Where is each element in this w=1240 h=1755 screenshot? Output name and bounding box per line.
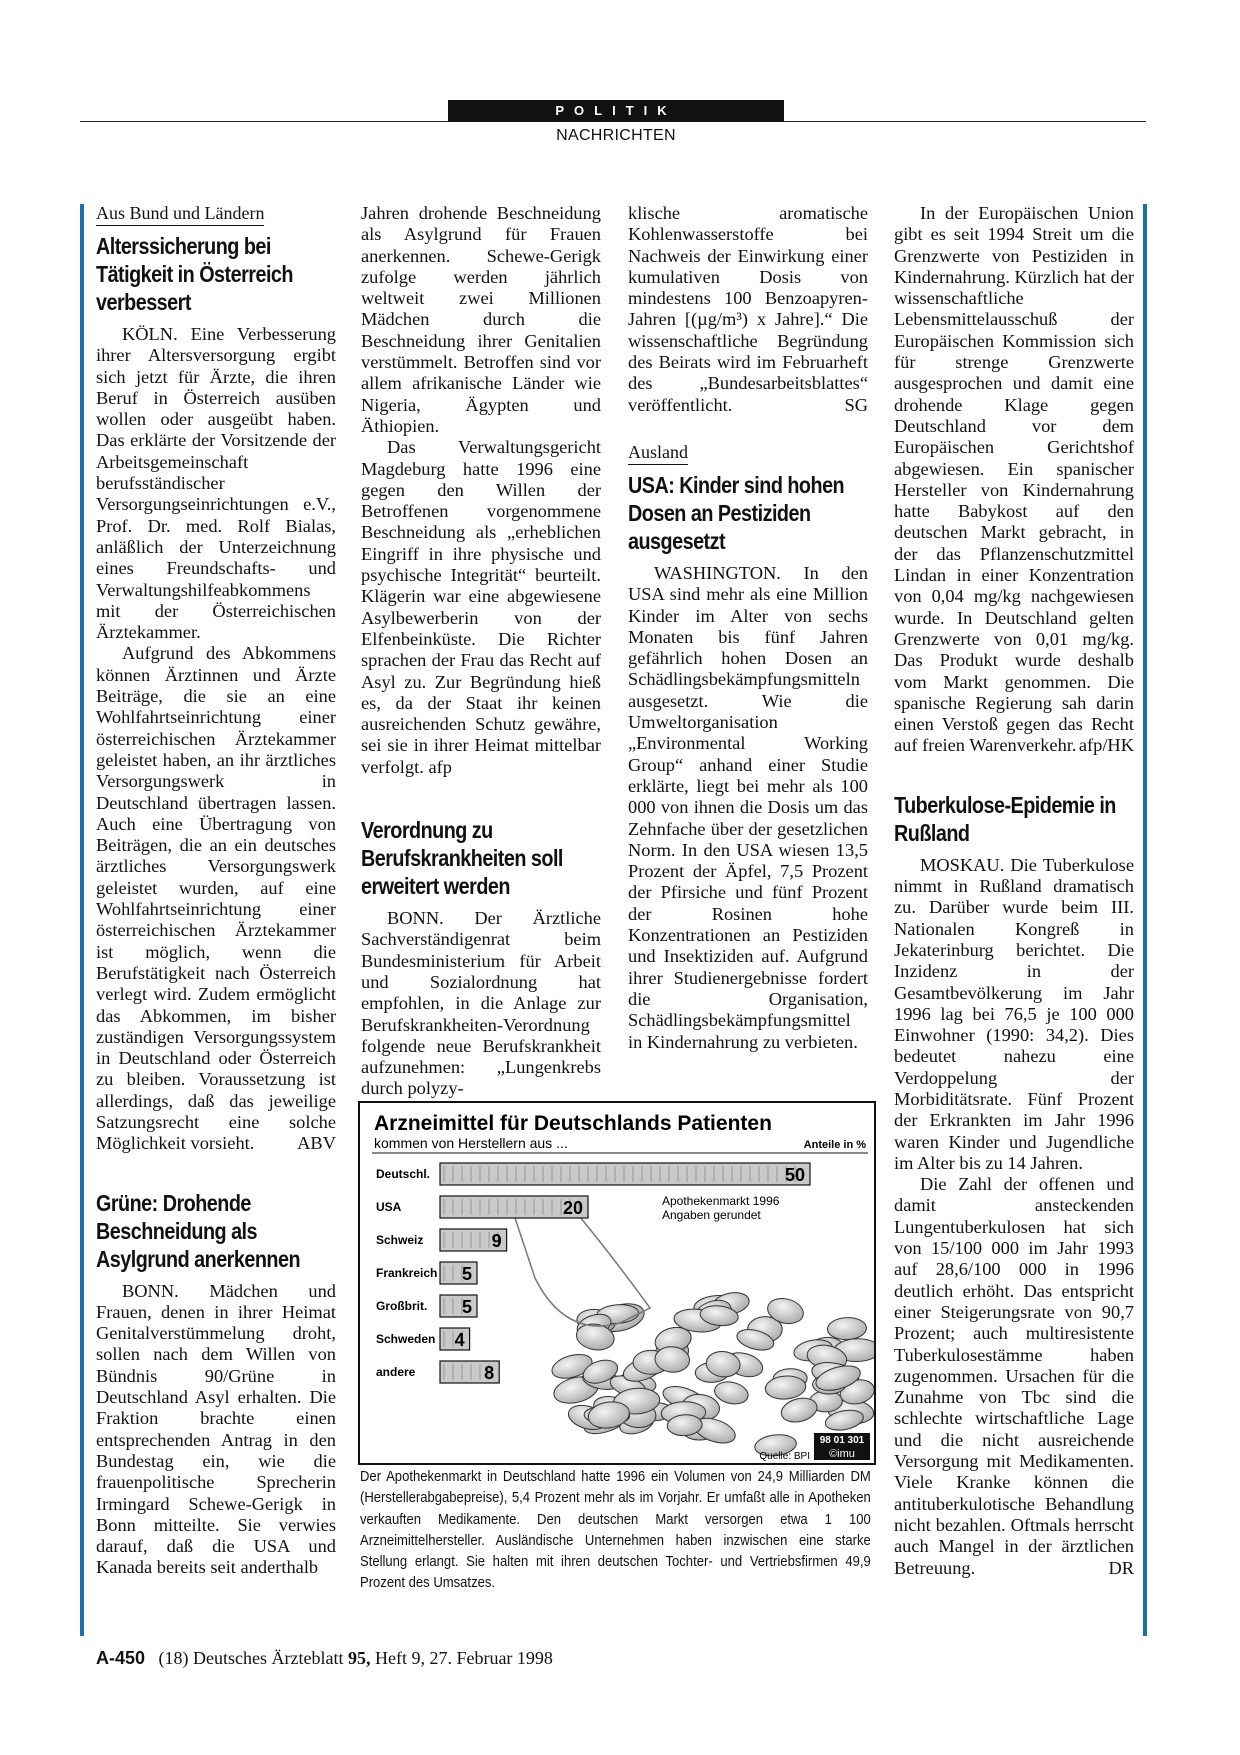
article-paragraph: BONN. Der Ärztliche Sachverständigenrat beim Bundesministerium für Arbeit und Sozialordnung hat empfohlen, in die Anlage zur Berufskrankheiten-Verordnung folgende neue Berufskrankheit aufzunehmen: „Lungenkrebs durch polyzy-	[361, 908, 601, 1099]
section-banner: POLITIK	[448, 100, 784, 122]
article-paragraph: klische aromatische Kohlenwasserstoffe bei Nachweis der Einwirkung einer kumulativen Dosis von mindestens 100 Benzoapyren-Jahren [(µg/m³) x Jahre].“ Die wissenschaftliche Begründung des Beirats wird im Februarheft des „Bundesarbeitsblattes“ veröffentlicht. SG	[628, 203, 868, 415]
issue-date: Heft 9, 27. Februar 1998	[374, 1648, 553, 1668]
headline-usa-pestizide: USA: Kinder sind hohen Dosen an Pestiziden ausgesetzt	[628, 471, 845, 554]
rubric-ausland: Ausland	[628, 442, 688, 465]
chart-value-label: 20	[562, 1198, 583, 1218]
article-paragraph: Die Zahl der offenen und damit ansteckenden Lungentuberkulosen hat sich von 15/100 000 im Jahr 1993 auf 28,6/100 000 in 1996 deutlich erhöht. Das entspricht einer Steigerungsrate von 90,7 Prozent; auch multiresistente Tuberkulosestämme haben zugenommen. Ursachen für die Zunahme von Tbc sind die schlechte wirtschaftliche Lage und die nicht ausreichende Versorgung mit Medikamenten. Viele Kranke können die antituberkulotische Behandlung nicht bezahlen. Oftmals herrscht auch Mangel in der ärztlichen Betreuung. DR	[894, 1174, 1134, 1578]
chart-canvas	[360, 1103, 874, 1463]
chart-value-label: 4	[454, 1330, 465, 1350]
market-share-chart	[358, 1101, 876, 1465]
rubric-bund-laender: Aus Bund und Ländern	[96, 203, 264, 226]
subsection-label: NACHRICHTEN	[556, 127, 676, 144]
article-paragraph: Jahren drohende Beschneidung als Asylgrund für Frauen anerkennen. Schewe-Gerigk zufolge werden jährlich weltweit zwei Millionen Mädchen durch die Beschneidung ihrer Genitalien verstümmelt. Betroffen sind vor allem afrikanische Länder wie Nigeria, Ägypten und Äthiopien.	[361, 203, 601, 436]
author-signature: DR	[1108, 1557, 1134, 1578]
author-signature: afp/HK	[1078, 735, 1134, 756]
chart-value-label: 50	[784, 1165, 805, 1185]
column-4	[894, 203, 1134, 1579]
page-number: A-450	[96, 1648, 146, 1668]
chart-category-label: USA	[376, 1200, 402, 1214]
article-paragraph: MOSKAU. Die Tuberkulose nimmt in Rußland dramatisch zu. Darüber wurde beim III. Nationalen Kongreß in Jekaterinburg berichtet. Die Inzidenz in der Gesamtbevölkerung im Jahr 1996 lag bei 76,5 je 100 000 Einwohner (1990: 34,2). Dies bedeutet nahezu eine Verdoppelung der Morbiditätsrate. Fünf Prozent der Erkrankten im Jahr 1996 waren Kinder und Jugendliche im Alter bis zu 14 Jahren.	[894, 854, 1134, 1173]
chart-subtitle: kommen von Herstellern aus ...	[374, 1135, 568, 1151]
issue-info: (18) Deutsches Ärzteblatt	[158, 1648, 344, 1668]
author-signature: ABV	[297, 1133, 336, 1154]
chart-category-label: Schweiz	[376, 1233, 424, 1247]
article-paragraph: WASHINGTON. In den USA sind mehr als eine Million Kinder im Alter von sechs Monaten bis fünf Jahren gefährlich hohen Dosen an Schädlingsbekämpfungsmitteln ausgesetzt. Wie die Umweltorganisation „Environmental Working Group“ anhand einer Studie erklärte, liegt bei mehr als 100 000 von ihnen die Dosis um das Zehnfache über der gesetzlichen Norm. In den USA wiesen 13,5 Prozent der Äpfel, 7,5 Prozent der Pfirsiche und fünf Prozent der Rosinen hohe Konzentrationen an Pestiziden und Insektiziden auf. Aufgrund ihrer Studienergebnisse fordert die Organisation, Schädlingsbekämpfungsmittel in Kindernahrung zu verbieten.	[628, 562, 868, 1052]
chart-category-label: Großbrit.	[376, 1299, 428, 1313]
chart-category-label: Deutschl.	[376, 1167, 431, 1181]
chart-title: Arzneimittel für Deutschlands Patienten	[374, 1112, 772, 1135]
pill-illustration	[510, 1203, 874, 1458]
chart-note: Apothekenmarkt 1996 Angaben gerundet	[662, 1194, 780, 1222]
right-margin-rule	[1143, 204, 1147, 1636]
article-paragraph: KÖLN. Eine Verbesserung ihrer Altersversorgung ergibt sich jetzt für Ärzte, die ihren Beruf in Österreich ausüben wollen oder ausgeübt haben. Das erklärte der Vorsitzende der Arbeitsgemeinschaft berufsständischer Versorgungseinrichtungen e.V., Prof. Dr. med. Rolf Bialas, anläßlich der Unterzeichnung eines Freundschafts- und Verwaltungshilfeabkommens mit der Österreichischen Ärztekammer.	[96, 324, 336, 643]
chart-value-label: 9	[491, 1231, 502, 1251]
volume-number: 95,	[347, 1648, 371, 1668]
left-margin-rule	[80, 204, 84, 1636]
headline-tuberkulose: Tuberkulose-Epidemie in Rußland	[894, 791, 1116, 846]
chart-category-label: Frankreich	[376, 1266, 438, 1280]
chart-bar	[440, 1163, 810, 1185]
article-paragraph: Das Verwaltungsgericht Magdeburg hatte 1996 eine gegen den Willen der Betroffenen vorgenommene Beschneidung als „erheblichen Eingriff in ihre physische und psychische Integrität“ beurteilt. Klägerin war eine abgewiesene Asylbewerberin von der Elfenbeinküste. Die Richter sprachen der Frau das Recht auf Asyl zu. Zur Begründung hieß es, da der Staat ihr keinen ausreichenden Schutz gewähre, sei sie in ihrer Heimat mittelbar verfolgt. afp	[361, 437, 601, 777]
column-1	[96, 203, 336, 1579]
article-paragraph: In der Europäischen Union gibt es seit 1994 Streit um die Grenzwerte von Pestiziden in Kindernahrung. Kürzlich hat der wissenschaftliche Lebensmittelausschuß der Europäischen Kommission sich für strenge Grenzwerte ausgesprochen und damit eine drohende Klage gegen Deutschland vor dem Europäischen Gerichtshof abgewiesen. Ein spanischer Hersteller von Kindernahrung hatte Babykost auf den deutschen Markt gebracht, in der das Pflanzenschutzmittel Lindan in einer Konzentration von 0,04 mg/kg nachgewiesen wurde. In Deutschland gelten Grenzwerte von 0,01 mg/kg. Das Produkt wurde deshalb vom Markt genommen. Die spanische Regierung sah darin einen Verstoß gegen das Recht auf freien Warenverkehr. afp/HK	[894, 203, 1135, 756]
chart-brand: ©imu	[829, 1448, 855, 1460]
column-3	[628, 203, 868, 1053]
headline-berufskrankheiten: Verordnung zu Berufskrankheiten soll erweitert werden	[361, 817, 563, 900]
chart-category-label: andere	[376, 1365, 416, 1379]
pill-shape	[827, 1317, 867, 1341]
author-signature: SG	[844, 394, 868, 415]
chart-value-label: 8	[484, 1363, 495, 1383]
chart-value-label: 5	[461, 1297, 472, 1317]
chart-source: Quelle: BPI	[759, 1451, 810, 1462]
chart-unit-label: Anteile in %	[803, 1139, 866, 1151]
article-paragraph: BONN. Mädchen und Frauen, denen in ihrer Heimat Genitalverstümmelung droht, sollen nach dem Willen von Bündnis 90/Grüne in Deutschland Asyl erhalten. Die Fraktion brachte einen entsprechenden Antrag in den Bundestag ein, wie die frauenpolitische Sprecherin Irmingard Schewe-Gerigk in Bonn mitteilte. Sie verwies darauf, daß die USA und Kanada bereits seit anderthalb	[96, 1280, 336, 1578]
headline-alterssicherung: Alterssicherung bei Tätigkeit in Österreich verbessert	[96, 233, 293, 315]
page-footer	[96, 1648, 553, 1669]
headline-gruene-beschneidung: Grüne: Drohende Beschneidung als Asylgrund anerkennen	[96, 1189, 301, 1272]
chart-category-label: Schweden	[376, 1332, 436, 1346]
author-signature: afp	[428, 756, 452, 777]
chart-code: 98 01 301	[819, 1435, 865, 1446]
pill-shape	[764, 1375, 806, 1401]
chart-caption: Der Apothekenmarkt in Deutschland hatte 1996 ein Volumen von 24,9 Milliarden DM (Herstellerabgabepreise), 5,4 Prozent mehr als im Vorjahr. Er umfaßt alle in Apotheken verkauften Medikamente. Den deutschen Markt versorgen etwa 1 100 Arzneimittelhersteller. Ausländische Unternehmen haben inzwischen eine starke Stellung erlangt. Sie halten mit ihren deutschen Tochter- und Vertriebsfirmen 49,9 Prozent des Umsatzes.	[360, 1468, 871, 1592]
chart-value-label: 5	[461, 1264, 472, 1284]
article-paragraph: Aufgrund des Abkommens können Ärztinnen und Ärzte Beiträge, die sie an eine Wohlfahrtseinrichtung einer österreichischen Ärztekammer geleistet haben, an ihr ärztliches Versorgungswerk in Deutschland übertragen lassen. Auch eine Übertragung von Beiträgen, die an ein deutsches ärztliches Versorgungswerk geleistet wurden, auf eine Wohlfahrtseinrichtung einer österreichischen Ärztekammer ist möglich, wenn die Berufstätigkeit nach Österreich verlegt wird. Zudem ermöglicht das Abkommen, im bisher zuständigen Versorgungssystem in Deutschland oder Österreich zu bleiben. Voraussetzung ist allerdings, daß das jeweilige Satzungsrecht eine solche Möglichkeit vorsieht. ABV	[96, 643, 336, 1154]
column-2	[361, 203, 601, 1100]
